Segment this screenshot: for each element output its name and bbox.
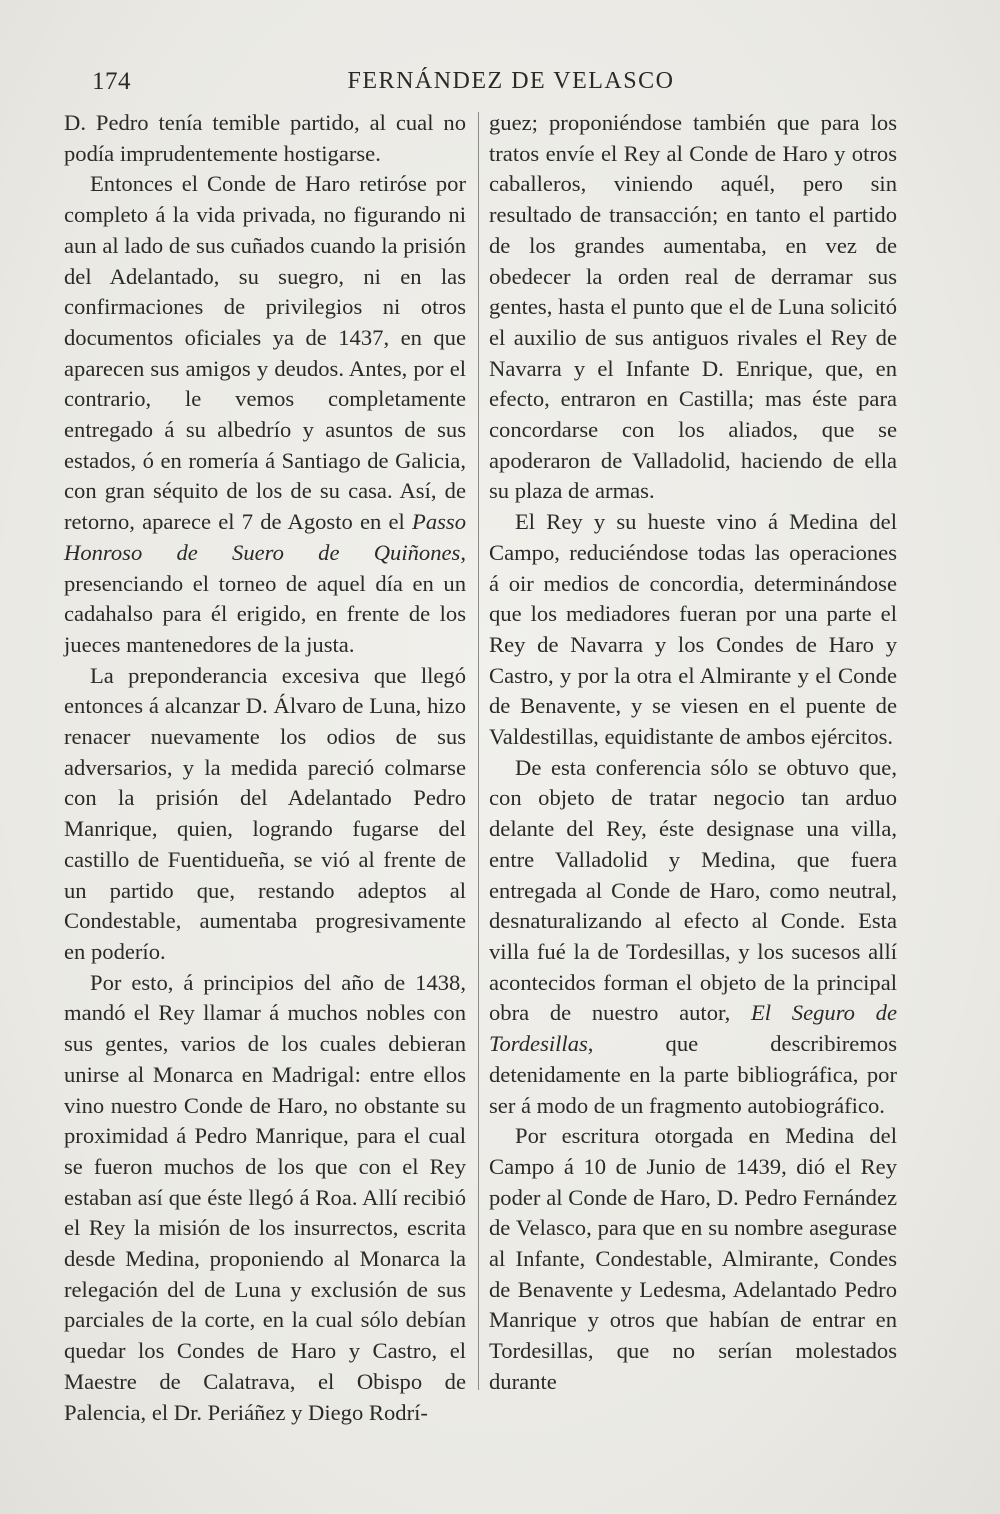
paragraph xyxy=(64,169,466,660)
paragraph-text: , que describiremos detenidamente en la parte bibliográfica, por ser á modo de un fragmento autobiográfico. xyxy=(489,1031,897,1118)
paragraph-text: , presenciando el torneo de aquel día en un cadahalso para él erigido, en frente de los jueces mantenedores de la justa. xyxy=(64,539,466,657)
paragraph: Por esto, á principios del año de 1438, mandó el Rey llamar á muchos nobles con sus gentes, varios de los cuales debieran unirse al Monarca en Madrigal: entre ellos vino nuestro Conde de Haro, no obstante su proximidad á Pedro Manrique, para el cual se fueron muchos de los que con el Rey estaban así que éste llegó á Roa. Allí recibió el Rey la misión de los insurrectos, escrita desde Medina, proponiendo al Monarca la relegación del de Luna y exclusión de sus parciales de la corte, en la cual sólo debían quedar los Condes de Haro y Castro, el Maestre de Calatrava, el Obispo de Palencia, el Dr. Periáñez y Diego Rodrí- xyxy=(64,969,466,1425)
column-divider xyxy=(478,112,479,1390)
paragraph: La preponderancia excesiva que llegó entonces á alcanzar D. Álvaro de Luna, hizo renacer nuevamente los odios de sus adversarios, y la medida pareció colmarse con la prisión del Adelantado Pedro Manrique, quien, logrando fugarse del castillo de Fuentidueña, se vió al frente de un partido que, restando adeptos al Condestable, aumentaba progresivamente en poderío. xyxy=(64,662,466,964)
left-column xyxy=(64,108,466,1428)
italic-title: El Seguro de Tordesillas xyxy=(489,1000,897,1057)
running-head: FERNÁNDEZ DE VELASCO xyxy=(347,68,675,94)
paragraph-text: Entonces el Conde de Haro retiróse por completo á la vida privada, no figurando ni aun al lado de sus cuñados cuando la prisión del Adelantado, su suegro, ni en las confirmaciones de privilegios ni otros documentos oficiales ya de 1437, en que aparecen sus amigos y deudos. Antes, por el contrario, le vemos completamente entregado á su albedrío y asuntos de sus estados, ó en romería á Santiago de Galicia, con gran séquito de los de su casa. Así, de retorno, aparece el 7 de Agosto en el xyxy=(64,171,466,535)
page-number: 174 xyxy=(92,68,131,95)
right-column xyxy=(489,108,897,1398)
page-header xyxy=(86,68,906,102)
italic-title: Passo Honroso de Suero de Quiñones xyxy=(64,509,466,565)
paragraph: El Rey y su hueste vino á Medina del Campo, reduciéndose todas las operaciones á oir medios de concordia, determinándose que los mediadores fueran por una parte el Rey de Navarra y los Condes de Haro y Castro, y por la otra el Almirante y el Conde de Benavente, y se viesen en el puente de Valdestillas, equidistante de ambos ejércitos. xyxy=(489,509,897,750)
paragraph: D. Pedro tenía temible partido, al cual no podía imprudentemente hostigarse. xyxy=(64,110,466,166)
paragraph-text: De esta conferencia sólo se obtuvo que, con objeto de tratar negocio tan arduo delante del Rey, éste designase una villa, entre Valladolid y Medina, que fuera entregada al Conde de Haro, como neutral, desnaturalizando al efecto al Conde. Esta villa fué la de Tordesillas, y los sucesos allí acontecidos forman el objeto de la principal obra de nuestro autor, xyxy=(489,754,897,1026)
paragraph xyxy=(489,753,897,1121)
paragraph: Por escritura otorgada en Medina del Campo á 10 de Junio de 1439, dió el Rey poder al Conde de Haro, D. Pedro Fernández de Velasco, para que en su nombre asegurase al Infante, Condestable, Almirante, Condes de Benavente y Ledesma, Adelantado Pedro Manrique y otros que habían de entrar en Tordesillas, que no serían molestados durante xyxy=(489,1123,897,1394)
paragraph: guez; proponiéndose también que para los tratos envíe el Rey al Conde de Haro y otros caballeros, viniendo aquél, pero sin resultado de transacción; en tanto el partido de los grandes aumentaba, en vez de obedecer la orden real de derramar sus gentes, hasta el punto que el de Luna solicitó el auxilio de sus antiguos rivales el Rey de Navarra y el Infante D. Enrique, que, en efecto, entraron en Castilla; mas éste para concordarse con los aliados, que se apoderaron de Valladolid, haciendo de ella su plaza de armas. xyxy=(489,110,897,504)
